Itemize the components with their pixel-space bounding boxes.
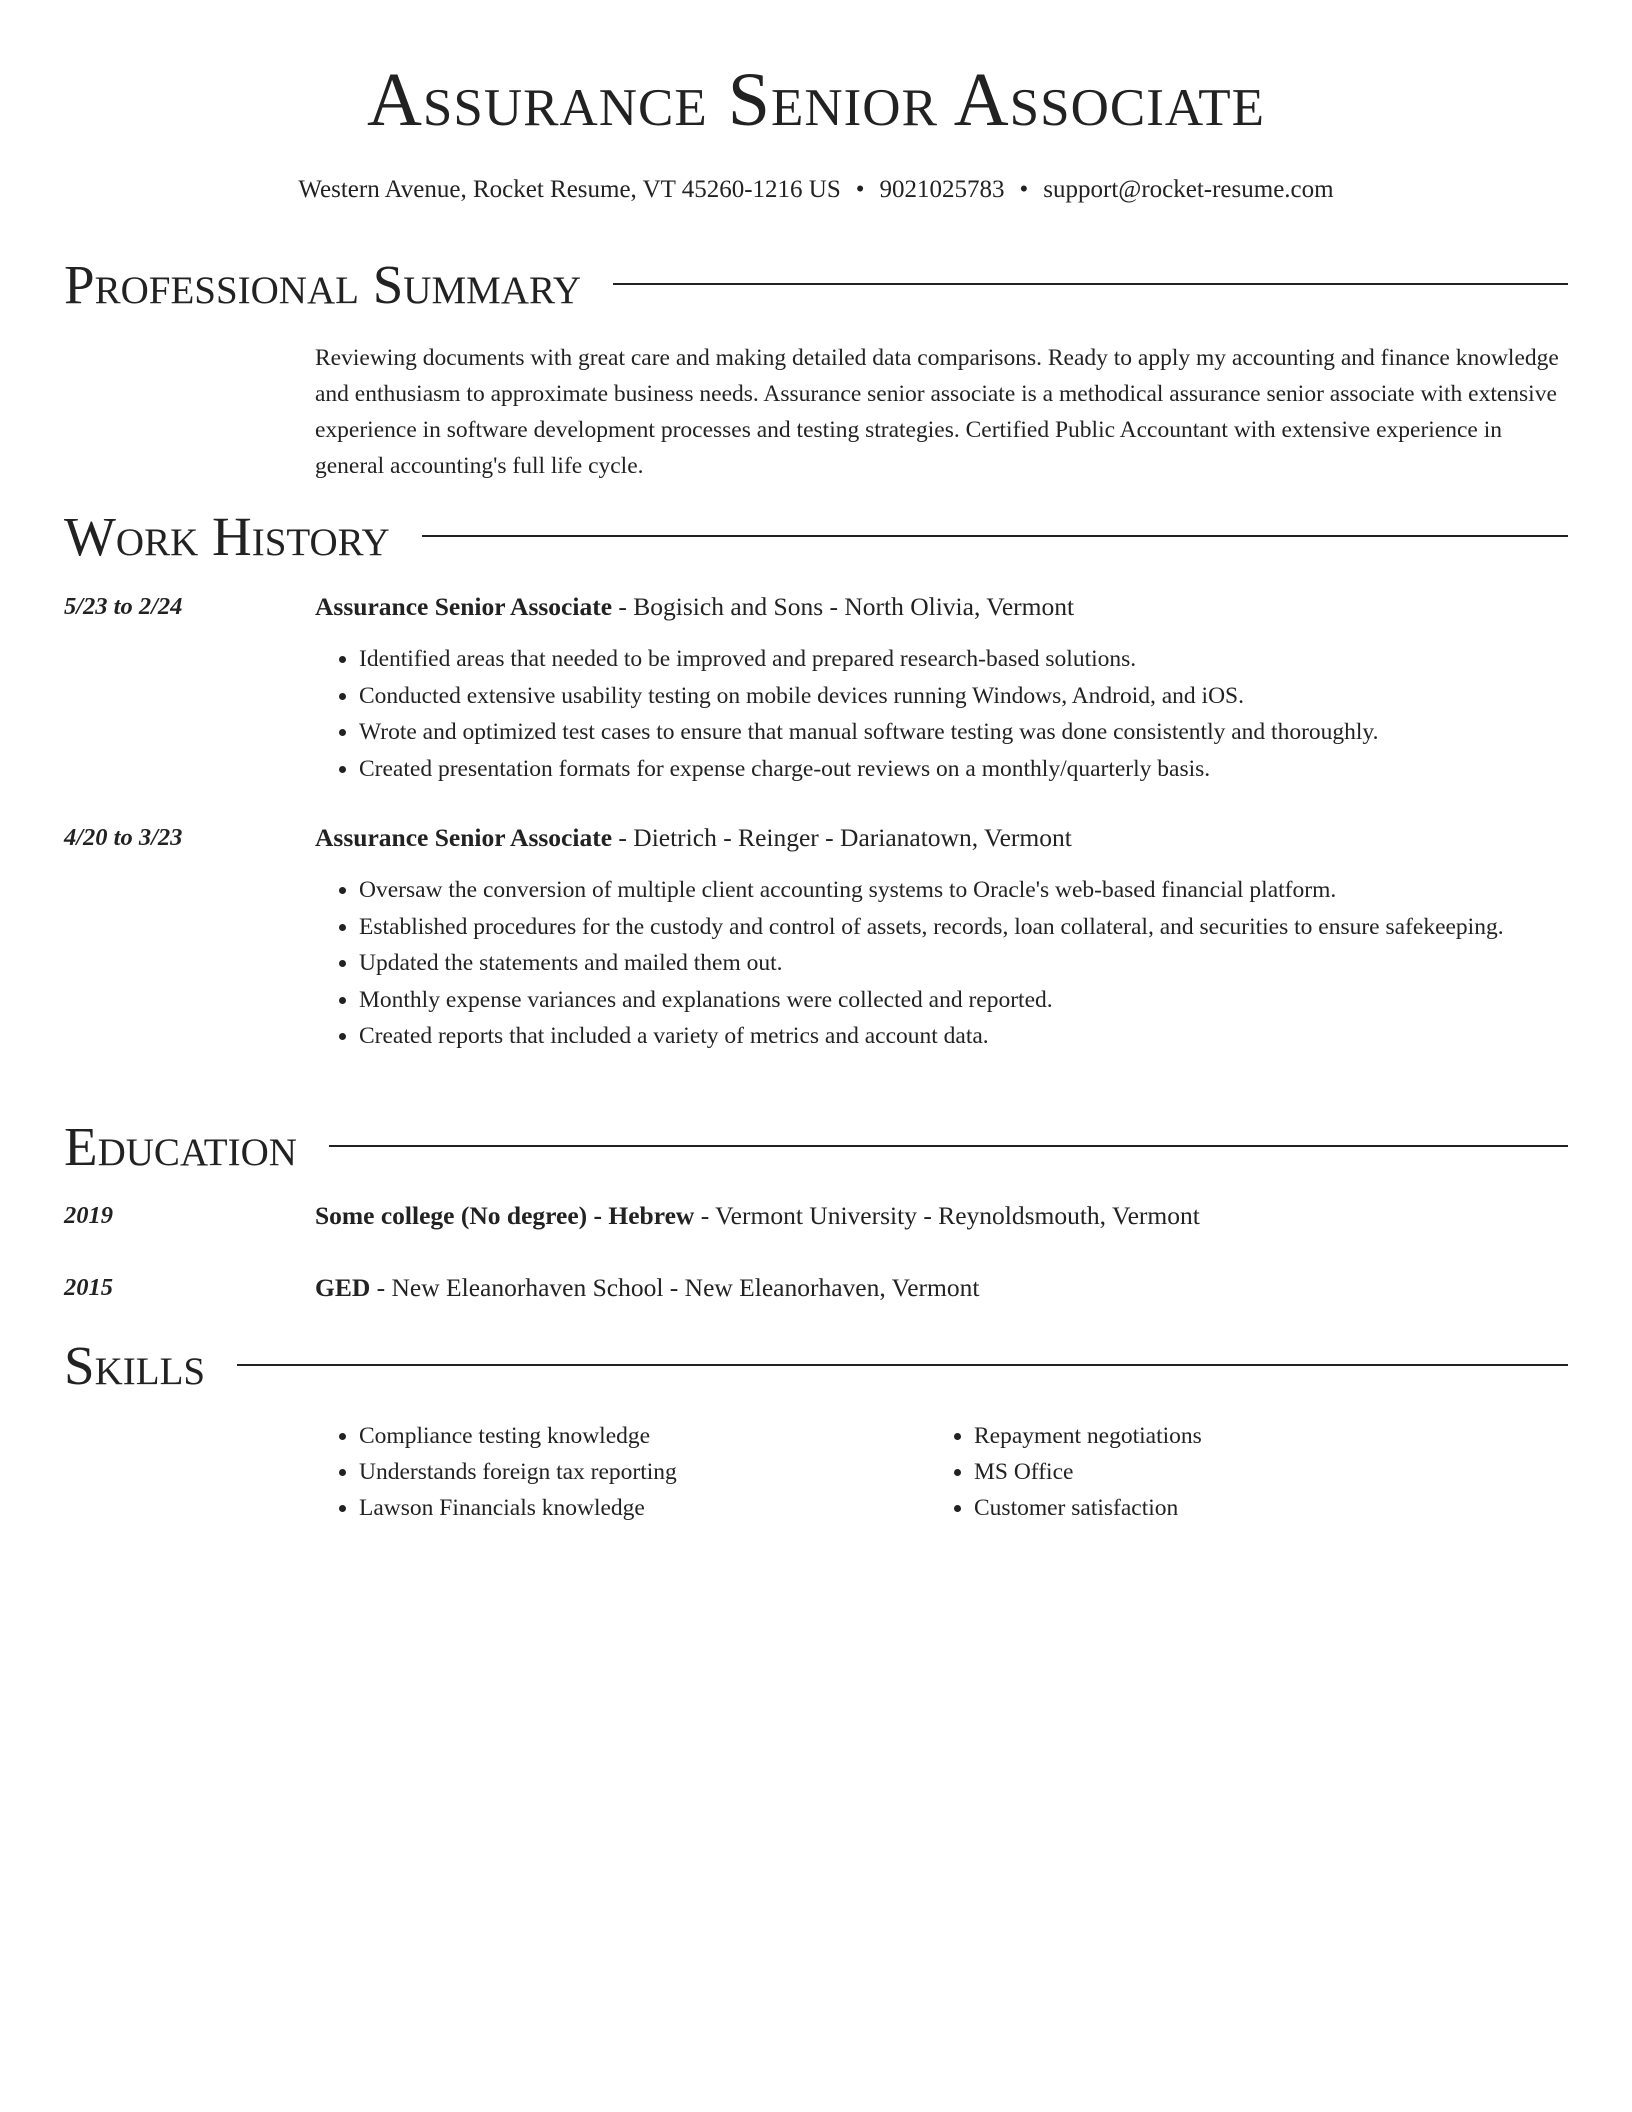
job-role: Assurance Senior Associate <box>315 592 613 621</box>
section-header-skills <box>64 1335 1568 1395</box>
skill-item: • MS Office <box>974 1454 1534 1490</box>
skill-item: • Repayment negotiations <box>974 1418 1534 1454</box>
section-header-summary <box>64 254 1568 314</box>
job-details: - Dietrich - Reinger - Darianatown, Vermont <box>612 823 1072 852</box>
job-dates: 5/23 to 2/24 <box>64 593 183 620</box>
contact-line <box>0 177 1632 202</box>
list-item: • Monthly expense variances and explanations were collected and reported. <box>359 982 1589 1019</box>
education-heading <box>315 1275 979 1301</box>
education-year: 2015 <box>64 1274 113 1301</box>
education-details: - Vermont University - Reynoldsmouth, Vermont <box>694 1201 1200 1230</box>
list-item: • Oversaw the conversion of multiple client accounting systems to Oracle's web-based financial platform. <box>359 872 1589 909</box>
job-dates: 4/20 to 3/23 <box>64 824 183 851</box>
education-degree: Some college (No degree) - Hebrew <box>315 1201 695 1230</box>
job-heading <box>315 825 1072 851</box>
job-bullet-list <box>315 641 1589 787</box>
education-degree: GED <box>315 1273 371 1302</box>
section-divider <box>422 535 1568 537</box>
skill-item: • Customer satisfaction <box>974 1490 1534 1526</box>
contact-email: support@rocket-resume.com <box>1043 176 1334 203</box>
contact-separator: • <box>855 176 865 203</box>
list-item: • Wrote and optimized test cases to ensure that manual software testing was done consistently and thoroughly. <box>359 714 1589 751</box>
section-divider <box>237 1364 1568 1366</box>
skill-item: • Lawson Financials knowledge <box>359 1490 919 1526</box>
summary-text: Reviewing documents with great care and making detailed data comparisons. Ready to apply my accounting and finance knowledge and enthusiasm to approximate business needs. Assurance senior associate is a methodical assurance senior associate with extensive experience in software development processes and testing strategies. Certified Public Accountant with extensive experience in general accounting's full life cycle. <box>315 345 1559 479</box>
section-title-work-history: Work History <box>64 505 390 567</box>
list-item: • Updated the statements and mailed them out. <box>359 945 1589 982</box>
section-title-skills: Skills <box>64 1334 206 1396</box>
section-header-education <box>64 1116 1568 1176</box>
skills-list-right <box>930 1418 1534 1526</box>
section-title-summary: Professional Summary <box>64 253 582 315</box>
education-year: 2019 <box>64 1202 113 1229</box>
section-divider <box>329 1145 1568 1147</box>
section-header-work-history <box>64 506 1568 566</box>
skill-item: • Compliance testing knowledge <box>359 1418 919 1454</box>
job-role: Assurance Senior Associate <box>315 823 613 852</box>
skills-list-left <box>315 1418 919 1526</box>
job-heading <box>315 594 1074 620</box>
list-item: • Established procedures for the custody and control of assets, records, loan collateral, and securities to ensure safekeeping. <box>359 909 1589 946</box>
skill-item: • Understands foreign tax reporting <box>359 1454 919 1490</box>
list-item: • Conducted extensive usability testing on mobile devices running Windows, Android, and iOS. <box>359 678 1589 715</box>
list-item: • Identified areas that needed to be improved and prepared research-based solutions. <box>359 641 1589 678</box>
candidate-name: Assurance Senior Associate <box>367 58 1265 142</box>
section-divider <box>613 283 1568 285</box>
list-item: • Created presentation formats for expense charge-out reviews on a monthly/quarterly basis. <box>359 751 1589 788</box>
contact-address: Western Avenue, Rocket Resume, VT 45260-1216 US <box>298 176 841 203</box>
job-details: - Bogisich and Sons - North Olivia, Vermont <box>612 592 1075 621</box>
education-heading <box>315 1203 1200 1229</box>
job-bullet-list <box>315 872 1589 1055</box>
contact-phone: 9021025783 <box>879 176 1005 203</box>
list-item: • Created reports that included a variety of metrics and account data. <box>359 1018 1589 1055</box>
education-details: - New Eleanorhaven School - New Eleanorhaven, Vermont <box>370 1273 980 1302</box>
contact-separator: • <box>1019 176 1029 203</box>
section-title-education: Education <box>64 1115 297 1177</box>
